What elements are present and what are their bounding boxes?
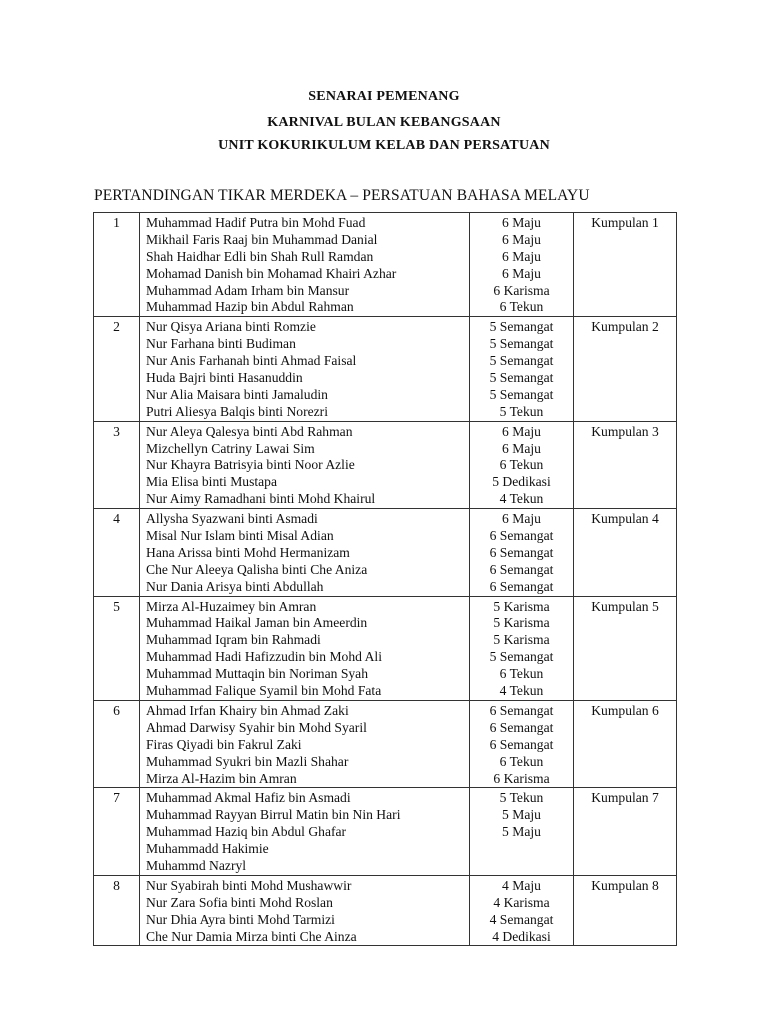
member-name: Muhammad Hadi Hafizzudin bin Mohd Ali [146,649,382,665]
member-score: 6 Maju [502,265,541,281]
winners-table-body [94,213,677,946]
member-name: Nur Alia Maisara binti Jamaludin [146,386,328,402]
group-label: Kumpulan 5 [574,596,677,700]
table-row [94,596,677,700]
member-name: Che Nur Damia Mirza binti Che Ainza [146,928,357,944]
member-score: 6 Semangat [489,578,554,594]
member-name: Mizchellyn Catriny Lawai Sim [146,440,315,456]
member-names-cell [140,317,470,421]
member-names-cell [140,700,470,787]
member-score: 6 Maju [502,231,541,247]
member-name: Ahmad Irfan Khairy bin Ahmad Zaki [146,702,349,718]
member-name: Shah Haidhar Edli bin Shah Rull Ramdan [146,248,374,264]
member-name: Mohamad Danish bin Mohamad Khairi Azhar [146,265,397,281]
member-name: Muhammad Haziq bin Abdul Ghafar [146,824,347,840]
member-scores-cell [470,875,574,946]
member-scores-cell [470,509,574,596]
member-score: 4 Tekun [499,683,544,699]
member-name: Nur Aimy Ramadhani binti Mohd Khairul [146,491,376,507]
member-score: 6 Maju [502,440,541,456]
member-score: 5 Karisma [493,632,550,648]
member-score: 6 Semangat [489,719,554,735]
member-score: 5 Semangat [489,370,554,386]
member-score: 6 Tekun [499,299,544,315]
member-name: Nur Anis Farhanah binti Ahmad Faisal [146,353,357,369]
member-score: 5 Semangat [489,336,554,352]
title-line-2: KARNIVAL BULAN KEBANGSAAN [267,115,501,130]
member-score: 6 Semangat [489,561,554,577]
member-name: Nur Dania Arisya binti Abdullah [146,578,324,594]
member-names-cell [140,788,470,875]
member-name: Muhammad Adam Irham bin Mansur [146,282,350,298]
member-score: 5 Dedikasi [492,474,551,490]
member-score: 6 Semangat [489,544,554,560]
member-name: Muhammad Muttaqin bin Noriman Syah [146,666,369,682]
member-scores-cell [470,700,574,787]
group-label: Kumpulan 3 [574,421,677,508]
member-name: Nur Farhana binti Budiman [146,336,296,352]
member-name: Huda Bajri binti Hasanuddin [146,370,303,386]
row-number: 3 [94,421,140,508]
member-score: 4 Tekun [499,491,544,507]
member-name: Muhammad Hazip bin Abdul Rahman [146,299,354,315]
group-label: Kumpulan 4 [574,509,677,596]
member-name: Mirza Al-Hazim bin Amran [146,770,297,786]
member-names-cell [140,875,470,946]
member-name: Allysha Syazwani binti Asmadi [146,511,318,527]
winners-table [93,212,677,946]
member-score: 4 Maju [502,877,541,893]
member-name: Nur Zara Sofia binti Mohd Roslan [146,894,333,910]
row-number: 7 [94,788,140,875]
member-score: 6 Tekun [499,666,544,682]
row-number: 6 [94,700,140,787]
member-name: Mikhail Faris Raaj bin Muhammad Danial [146,231,378,247]
table-row [94,421,677,508]
member-name: Mia Elisa binti Mustapa [146,474,278,490]
table-row [94,509,677,596]
table-row [94,213,677,317]
member-score: 6 Karisma [493,282,550,298]
title-line-1: SENARAI PEMENANG [308,89,460,104]
member-name: Misal Nur Islam binti Misal Adian [146,528,334,544]
member-score: 6 Karisma [493,770,550,786]
member-name: Hana Arissa binti Mohd Hermanizam [146,544,350,560]
row-number: 5 [94,596,140,700]
member-score: 6 Tekun [499,753,544,769]
member-names-cell [140,421,470,508]
member-name: Muhammad Haikal Jaman bin Ameerdin [146,615,368,631]
member-name: Firas Qiyadi bin Fakrul Zaki [146,736,302,752]
member-name: Muhammad Rayyan Birrul Matin bin Nin Hari [146,807,401,823]
member-scores-cell [470,213,574,317]
table-row [94,317,677,421]
member-score: 5 Tekun [499,403,544,419]
member-names-cell [140,213,470,317]
member-score: 4 Dedikasi [492,928,551,944]
member-score: 6 Semangat [489,528,554,544]
member-name: Muhammad Hadif Putra bin Mohd Fuad [146,215,366,230]
table-row [94,788,677,875]
member-score: 5 Karisma [493,615,550,631]
member-score: 6 Tekun [499,457,544,473]
member-name: Ahmad Darwisy Syahir bin Mohd Syaril [146,719,367,735]
member-names-cell [140,596,470,700]
member-names-cell [140,509,470,596]
member-name: Muhammad Iqram bin Rahmadi [146,632,321,648]
member-score: 5 Semangat [489,319,554,335]
table-row [94,875,677,946]
member-name: Nur Khayra Batrisyia binti Noor Azlie [146,457,355,473]
member-score: 6 Semangat [489,736,554,752]
title-line-3: UNIT KOKURIKULUM KELAB DAN PERSATUAN [218,138,550,153]
member-scores-cell [470,317,574,421]
group-label: Kumpulan 2 [574,317,677,421]
member-scores-cell [470,421,574,508]
member-name: Che Nur Aleeya Qalisha binti Che Aniza [146,561,368,577]
member-score: 5 Tekun [499,790,544,806]
group-label: Kumpulan 7 [574,788,677,875]
row-number: 1 [94,213,140,317]
group-label: Kumpulan 6 [574,700,677,787]
group-label: Kumpulan 8 [574,875,677,946]
member-scores-cell [470,788,574,875]
member-name: Muhammad Akmal Hafiz bin Asmadi [146,790,351,806]
member-score: 5 Maju [502,807,541,823]
member-score: 5 Semangat [489,649,554,665]
group-label: Kumpulan 1 [574,213,677,317]
member-score: 5 Karisma [493,598,550,614]
member-score: 4 Karisma [493,894,550,910]
row-number: 4 [94,509,140,596]
member-name: Muhammd Nazryl [146,857,247,873]
member-name: Nur Syabirah binti Mohd Mushawwir [146,877,352,893]
member-name: Nur Dhia Ayra binti Mohd Tarmizi [146,911,335,927]
member-score: 6 Maju [502,248,541,264]
member-score: 5 Semangat [489,353,554,369]
row-number: 2 [94,317,140,421]
member-score: 6 Maju [502,423,541,439]
row-number: 8 [94,875,140,946]
member-score: 6 Maju [502,215,541,230]
member-score: 6 Semangat [489,702,554,718]
member-score: 5 Semangat [489,386,554,402]
member-scores-cell [470,596,574,700]
member-score: 5 Maju [502,824,541,840]
member-name: Mirza Al-Huzaimey bin Amran [146,598,317,614]
member-name: Muhammad Falique Syamil bin Mohd Fata [146,683,382,699]
member-score: 4 Semangat [489,911,554,927]
member-name: Putri Aliesya Balqis binti Norezri [146,403,328,419]
member-name: Nur Qisya Ariana binti Romzie [146,319,316,335]
member-name: Muhammadd Hakimie [146,841,269,857]
member-score: 6 Maju [502,511,541,527]
member-name: Muhammad Syukri bin Mazli Shahar [146,753,349,769]
member-name: Nur Aleya Qalesya binti Abd Rahman [146,423,353,439]
competition-subtitle: PERTANDINGAN TIKAR MERDEKA – PERSATUAN BAHASA MELAYU [94,187,590,204]
table-row [94,700,677,787]
